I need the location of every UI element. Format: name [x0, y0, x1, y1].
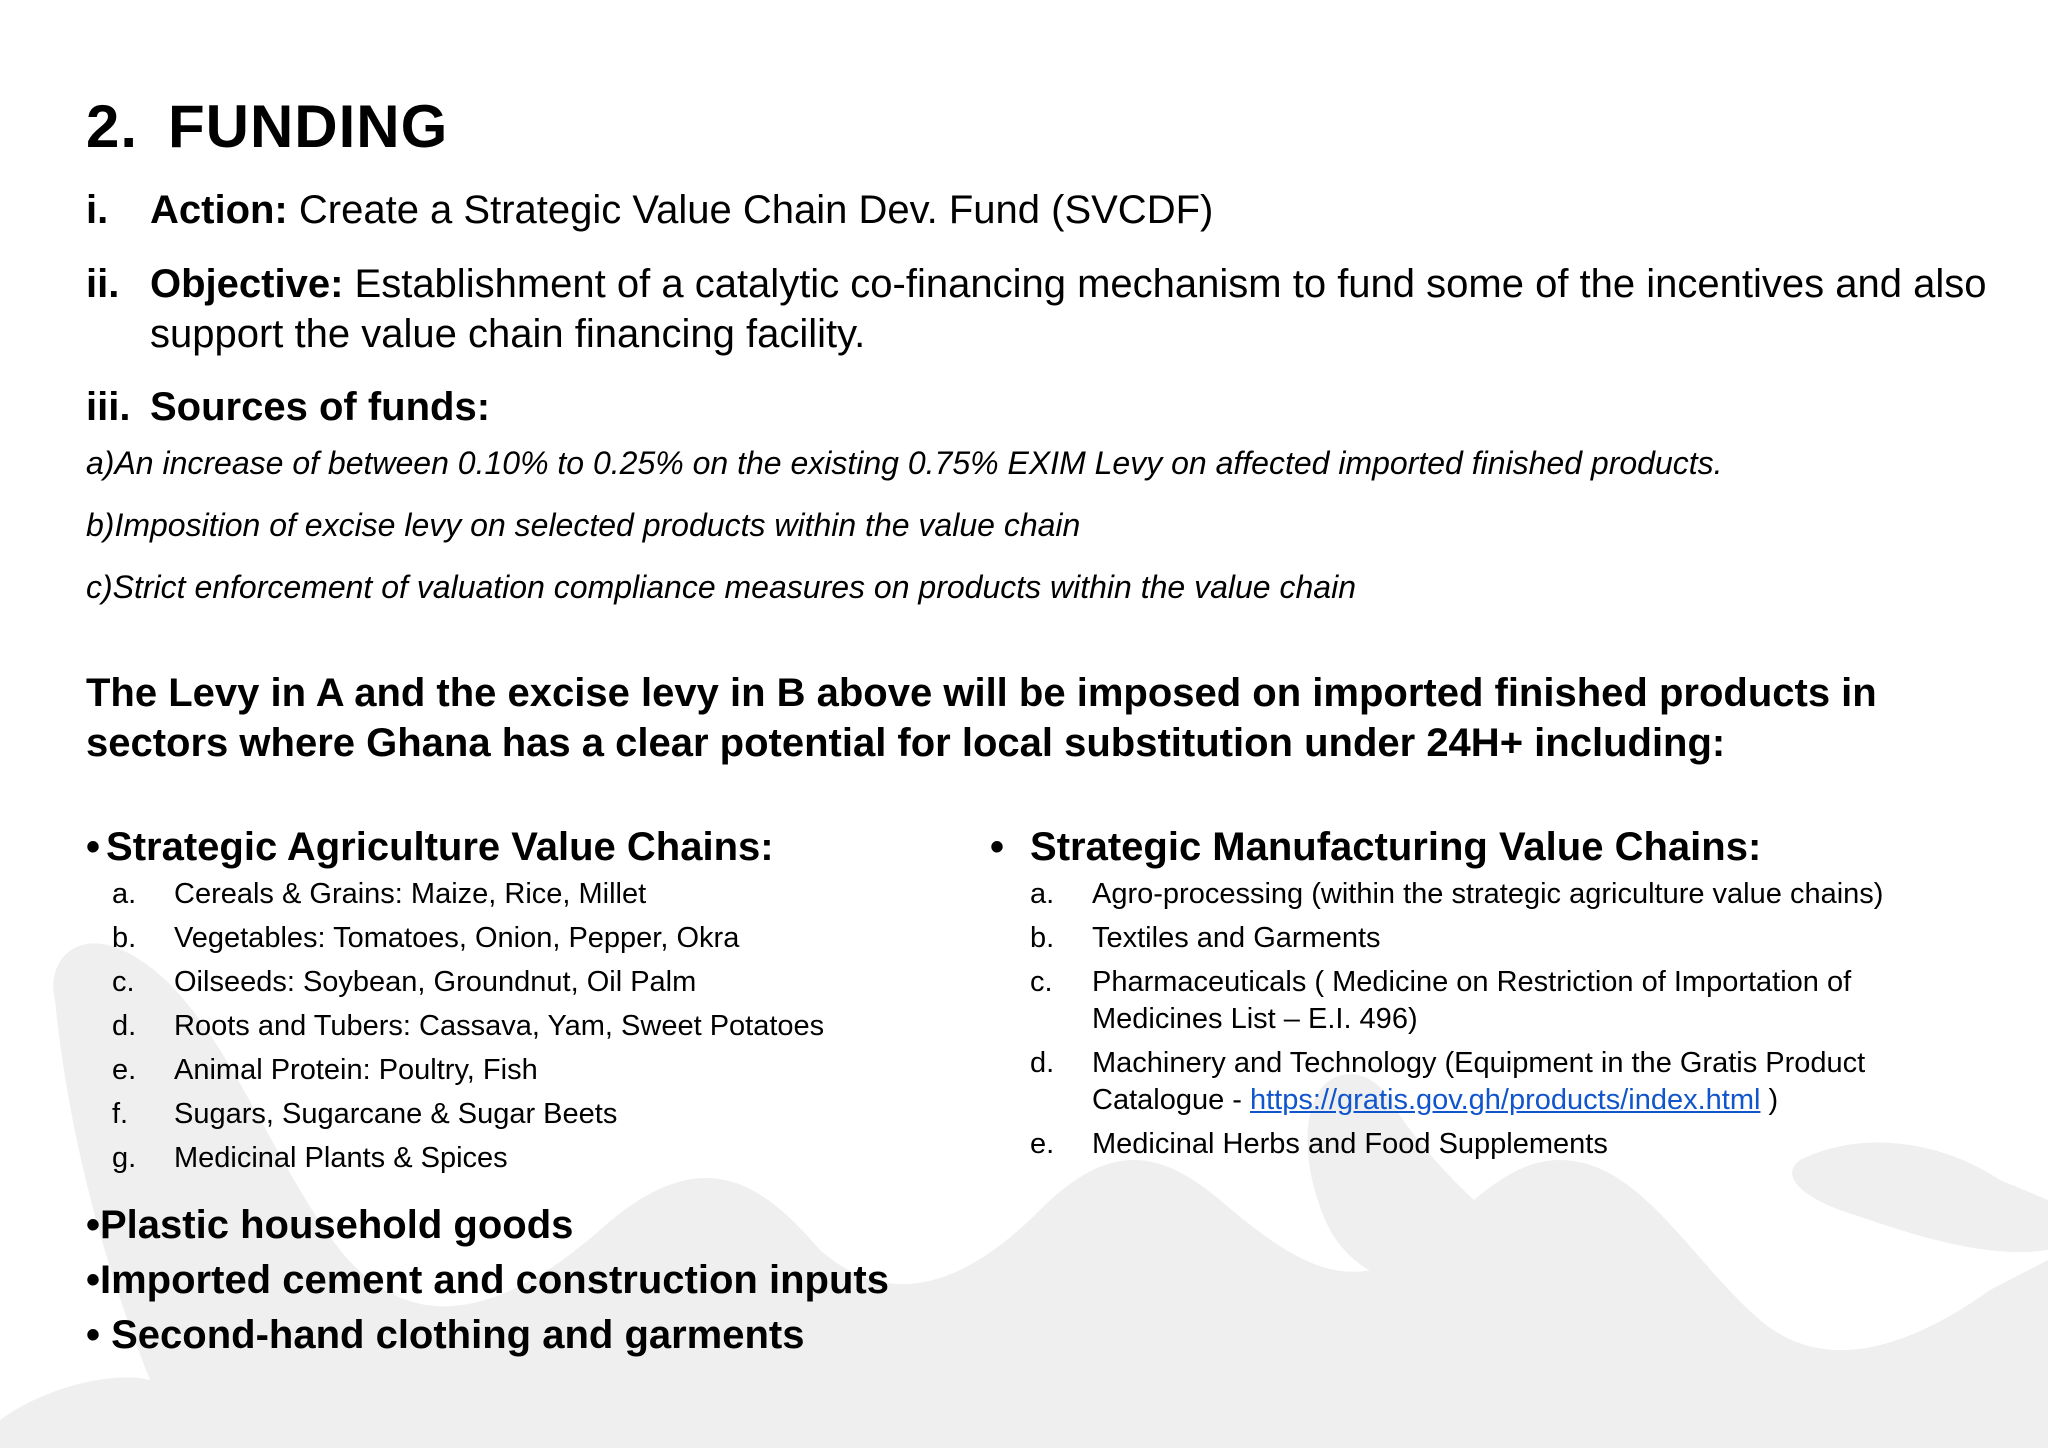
item-text: Sugars, Sugarcane & Sugar Beets	[174, 1098, 618, 1130]
item-letter: e.	[112, 1054, 137, 1086]
source-item: a)An increase of between 0.10% to 0.25% on the existing 0.75% EXIM Levy on affected imported finished products.	[86, 445, 1723, 481]
list-item	[112, 1008, 986, 1045]
list-item	[112, 964, 986, 1001]
other-sectors-list	[86, 1198, 889, 1363]
item-text: Medicinal Plants & Spices	[174, 1142, 508, 1174]
list-item	[1030, 1126, 1970, 1163]
source-item: b)Imposition of excise levy on selected products within the value chain	[86, 507, 1081, 543]
list-item	[112, 876, 986, 913]
item-letter: d.	[112, 1010, 137, 1042]
manufacturing-column	[990, 822, 1990, 1170]
item-letter: e.	[1030, 1128, 1055, 1160]
section-number: 2.	[86, 93, 139, 160]
point-text: Establishment of a catalytic co-financing mechanism to fund some of the incentives and also support the value chain financing facility.	[150, 262, 1987, 356]
levy-statement: The Levy in A and the excise levy in B above will be imposed on imported finished products in sectors where Ghana has a clear potential for local substitution under 24H+ including:	[86, 671, 1877, 765]
point-objective	[86, 259, 2048, 359]
manufacturing-list	[1030, 876, 1970, 1163]
item-letter: b.	[112, 922, 137, 954]
point-numeral: ii.	[86, 262, 120, 306]
item-letter: c.	[1030, 966, 1053, 998]
item-text: Pharmaceuticals ( Medicine on Restriction of Importation of Medicines List – E.I. 496)	[1092, 966, 1852, 1035]
point-numeral: i.	[86, 188, 109, 232]
manufacturing-heading	[990, 822, 1990, 872]
agriculture-heading-text: Strategic Agriculture Value Chains:	[106, 825, 774, 869]
point-label: Objective:	[150, 262, 344, 306]
point-label: Action:	[150, 188, 288, 232]
item-text-tail: )	[1760, 1084, 1779, 1116]
source-item: c)Strict enforcement of valuation compliance measures on products within the value chain	[86, 569, 1356, 605]
agriculture-column	[86, 822, 986, 1184]
list-item	[1030, 876, 1970, 913]
item-letter: c.	[112, 966, 135, 998]
section-title-text: FUNDING	[168, 93, 449, 160]
other-sector-item: •Plastic household goods	[86, 1203, 574, 1247]
item-text: Machinery and Technology (Equipment in the Gratis Product Catalogue -	[1092, 1047, 1866, 1116]
section-title	[86, 88, 448, 166]
point-numeral: iii.	[86, 385, 131, 429]
list-item	[112, 1052, 986, 1089]
other-sector-item: • Second-hand clothing and garments	[86, 1313, 805, 1357]
item-letter: f.	[112, 1098, 129, 1130]
agriculture-heading	[86, 822, 986, 872]
item-text: Medicinal Herbs and Food Supplements	[1092, 1128, 1608, 1160]
manufacturing-heading-text: Strategic Manufacturing Value Chains:	[1030, 825, 1762, 869]
list-item	[112, 1140, 986, 1177]
item-text: Cereals & Grains: Maize, Rice, Millet	[174, 878, 647, 910]
item-text: Animal Protein: Poultry, Fish	[174, 1054, 538, 1086]
item-letter: d.	[1030, 1047, 1055, 1079]
bullet-icon: •	[86, 825, 101, 869]
list-item	[1030, 920, 1970, 957]
list-item	[112, 920, 986, 957]
item-letter: b.	[1030, 922, 1055, 954]
point-sources	[86, 382, 2048, 432]
list-item	[112, 1096, 986, 1133]
item-text: Textiles and Garments	[1092, 922, 1381, 954]
item-letter: a.	[1030, 878, 1055, 910]
list-item	[1030, 964, 1970, 1038]
agriculture-list	[112, 876, 986, 1177]
point-label: Sources of funds:	[150, 385, 491, 429]
other-sector-item: •Imported cement and construction inputs	[86, 1258, 889, 1302]
point-text: Create a Strategic Value Chain Dev. Fund (SVCDF)	[287, 188, 1214, 232]
item-text: Agro-processing (within the strategic agriculture value chains)	[1092, 878, 1884, 910]
point-action	[86, 185, 2048, 235]
bullet-icon: •	[990, 825, 1005, 869]
item-letter: g.	[112, 1142, 137, 1174]
list-item	[1030, 1045, 1970, 1119]
item-text: Vegetables: Tomatoes, Onion, Pepper, Okra	[174, 922, 740, 954]
item-letter: a.	[112, 878, 137, 910]
item-text: Oilseeds: Soybean, Groundnut, Oil Palm	[174, 966, 697, 998]
gratis-catalogue-link[interactable]: https://gratis.gov.gh/products/index.html	[1250, 1084, 1761, 1116]
item-text: Roots and Tubers: Cassava, Yam, Sweet Potatoes	[174, 1010, 825, 1042]
